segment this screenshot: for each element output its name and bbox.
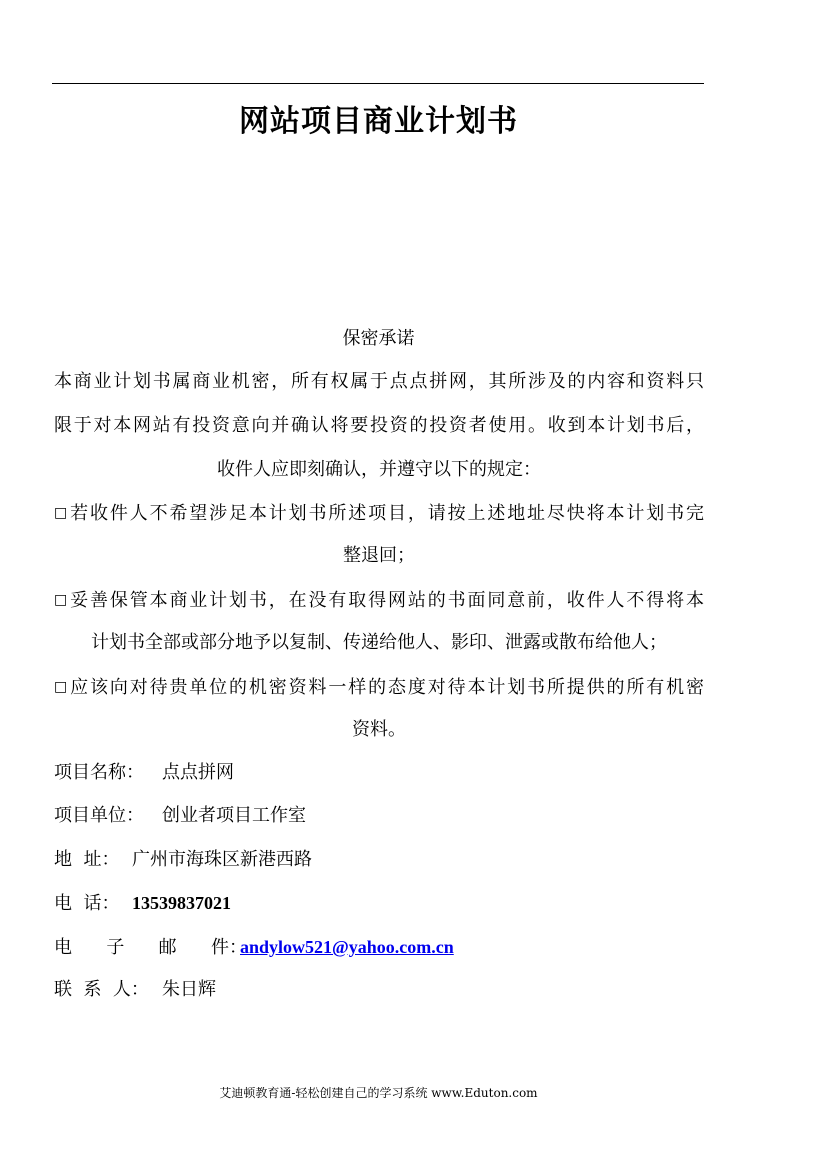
- project-unit-label: 项目单位：: [54, 805, 144, 826]
- project-name-value: 点点拼网: [162, 762, 234, 783]
- intro-line-2: 限于对本网站有投资意向并确认将要投资的投资者使用。收到本计划书后，: [54, 415, 704, 436]
- confidentiality-heading: 保密承诺: [342, 328, 415, 349]
- address-value: 广州市海珠区新港西路: [132, 849, 312, 870]
- rule-2-text: 妥善保管本商业计划书，在没有取得网站的书面同意前，收件人不得将本: [68, 590, 704, 611]
- email-row: [54, 934, 454, 961]
- phone-value: 13539837021: [132, 893, 231, 913]
- checkbox-bullet-icon: □: [54, 679, 68, 695]
- intro-line-1: 本商业计划书属商业机密，所有权属于点点拼网，其所涉及的内容和资料只: [54, 371, 704, 392]
- rule-2-line-1: [54, 587, 704, 614]
- rule-2-line-2: 计划书全部或部分地予以复制、传递给他人、影印、泄露或散布给他人；: [91, 632, 667, 653]
- document-title: 网站项目商业计划书: [239, 104, 518, 139]
- phone-label: 电 话：: [54, 893, 120, 914]
- page-footer: 艾迪顿教育通-轻松创建自己的学习系统 www.Eduton.com: [219, 1086, 538, 1100]
- project-unit-value: 创业者项目工作室: [162, 805, 306, 826]
- contact-row: [54, 977, 216, 1003]
- rule-3-line-2: 资料。: [352, 719, 406, 740]
- address-label: 地 址：: [54, 849, 120, 870]
- contact-label: 联 系 人：: [54, 979, 149, 1000]
- rule-1-line-2: 整退回；: [343, 545, 415, 566]
- address-row: [54, 847, 312, 873]
- email-label: 电 子 邮 件：: [54, 937, 247, 958]
- project-name-row: [54, 760, 234, 786]
- rule-3-text: 应该向对待贵单位的机密资料一样的态度对待本计划书所提供的所有机密: [68, 677, 704, 698]
- contact-value: 朱日辉: [162, 979, 216, 1000]
- project-unit-row: [54, 803, 306, 829]
- checkbox-bullet-icon: □: [54, 592, 68, 608]
- project-name-label: 项目名称：: [54, 762, 144, 783]
- rule-3-line-1: [54, 674, 704, 701]
- rule-1-line-1: [54, 500, 704, 527]
- email-link[interactable]: andylow521@yahoo.com.cn: [240, 937, 454, 957]
- rule-1-text: 若收件人不希望涉足本计划书所述项目，请按上述地址尽快将本计划书完: [68, 503, 704, 524]
- checkbox-bullet-icon: □: [54, 505, 68, 521]
- top-divider: [52, 83, 704, 84]
- phone-row: [54, 890, 231, 917]
- intro-line-3: 收件人应即刻确认，并遵守以下的规定：: [217, 459, 541, 480]
